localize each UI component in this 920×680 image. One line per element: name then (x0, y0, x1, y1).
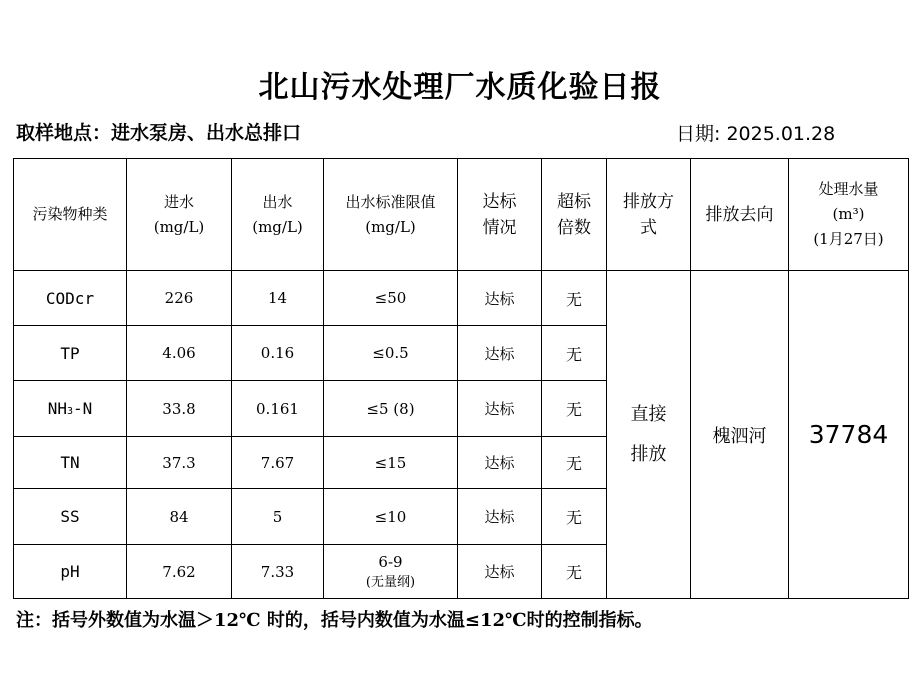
status-value: 达标 (458, 545, 542, 599)
sampling-location: 取样地点：进水泵房、出水总排口 (16, 122, 302, 144)
influent-value: 7.62 (127, 545, 232, 599)
header-row (14, 159, 909, 271)
limit-value: ≤10 (324, 489, 458, 545)
exceed-value: 无 (542, 545, 607, 599)
pollutant-name: NH3-N (14, 381, 127, 437)
treated-volume: 37784 (789, 271, 909, 599)
exceed-value: 无 (542, 271, 607, 326)
limit-value: ≤15 (324, 437, 458, 489)
water-quality-table (13, 158, 909, 599)
influent-value: 226 (127, 271, 232, 326)
effluent-value: 7.67 (232, 437, 324, 489)
pollutant-name: SS (14, 489, 127, 545)
report-date: 日期: 2025.01.28 (676, 123, 836, 145)
status-value: 达标 (458, 381, 542, 437)
header-status: 达标 情况 (458, 159, 542, 271)
pollutant-name: pH (14, 545, 127, 599)
limit-value: ≤5 (8) (324, 381, 458, 437)
header-destination: 排放去向 (691, 159, 789, 271)
status-value: 达标 (458, 437, 542, 489)
discharge-destination: 槐泗河 (691, 271, 789, 599)
header-effluent: 出水 (mg/L) (232, 159, 324, 271)
pollutant-name: TN (14, 437, 127, 489)
effluent-value: 7.33 (232, 545, 324, 599)
exceed-value: 无 (542, 381, 607, 437)
header-limit: 出水标准限值 (mg/L) (324, 159, 458, 271)
header-method: 排放方 式 (607, 159, 691, 271)
exceed-value: 无 (542, 489, 607, 545)
exceed-value: 无 (542, 437, 607, 489)
report-title: 北山污水处理厂水质化验日报 (258, 70, 662, 105)
effluent-value: 0.161 (232, 381, 324, 437)
limit-value: 6-9 (无量纲) (324, 545, 458, 599)
limit-value: ≤0.5 (324, 326, 458, 381)
header-exceed: 超标 倍数 (542, 159, 607, 271)
status-value: 达标 (458, 489, 542, 545)
status-value: 达标 (458, 271, 542, 326)
table-row (14, 271, 909, 326)
header-pollutant: 污染物种类 (14, 159, 127, 271)
influent-value: 84 (127, 489, 232, 545)
influent-value: 4.06 (127, 326, 232, 381)
discharge-method: 直接 排放 (607, 271, 691, 599)
pollutant-name: TP (14, 326, 127, 381)
effluent-value: 0.16 (232, 326, 324, 381)
header-influent: 进水 (mg/L) (127, 159, 232, 271)
exceed-value: 无 (542, 326, 607, 381)
limit-value: ≤50 (324, 271, 458, 326)
influent-value: 33.8 (127, 381, 232, 437)
effluent-value: 14 (232, 271, 324, 326)
influent-value: 37.3 (127, 437, 232, 489)
header-volume: 处理水量 (m³) (1月27日) (789, 159, 909, 271)
footnote: 注：括号外数值为水温＞12℃ 时的，括号内数值为水温≤12℃时的控制指标。 (16, 610, 653, 631)
pollutant-name: CODcr (14, 271, 127, 326)
status-value: 达标 (458, 326, 542, 381)
effluent-value: 5 (232, 489, 324, 545)
